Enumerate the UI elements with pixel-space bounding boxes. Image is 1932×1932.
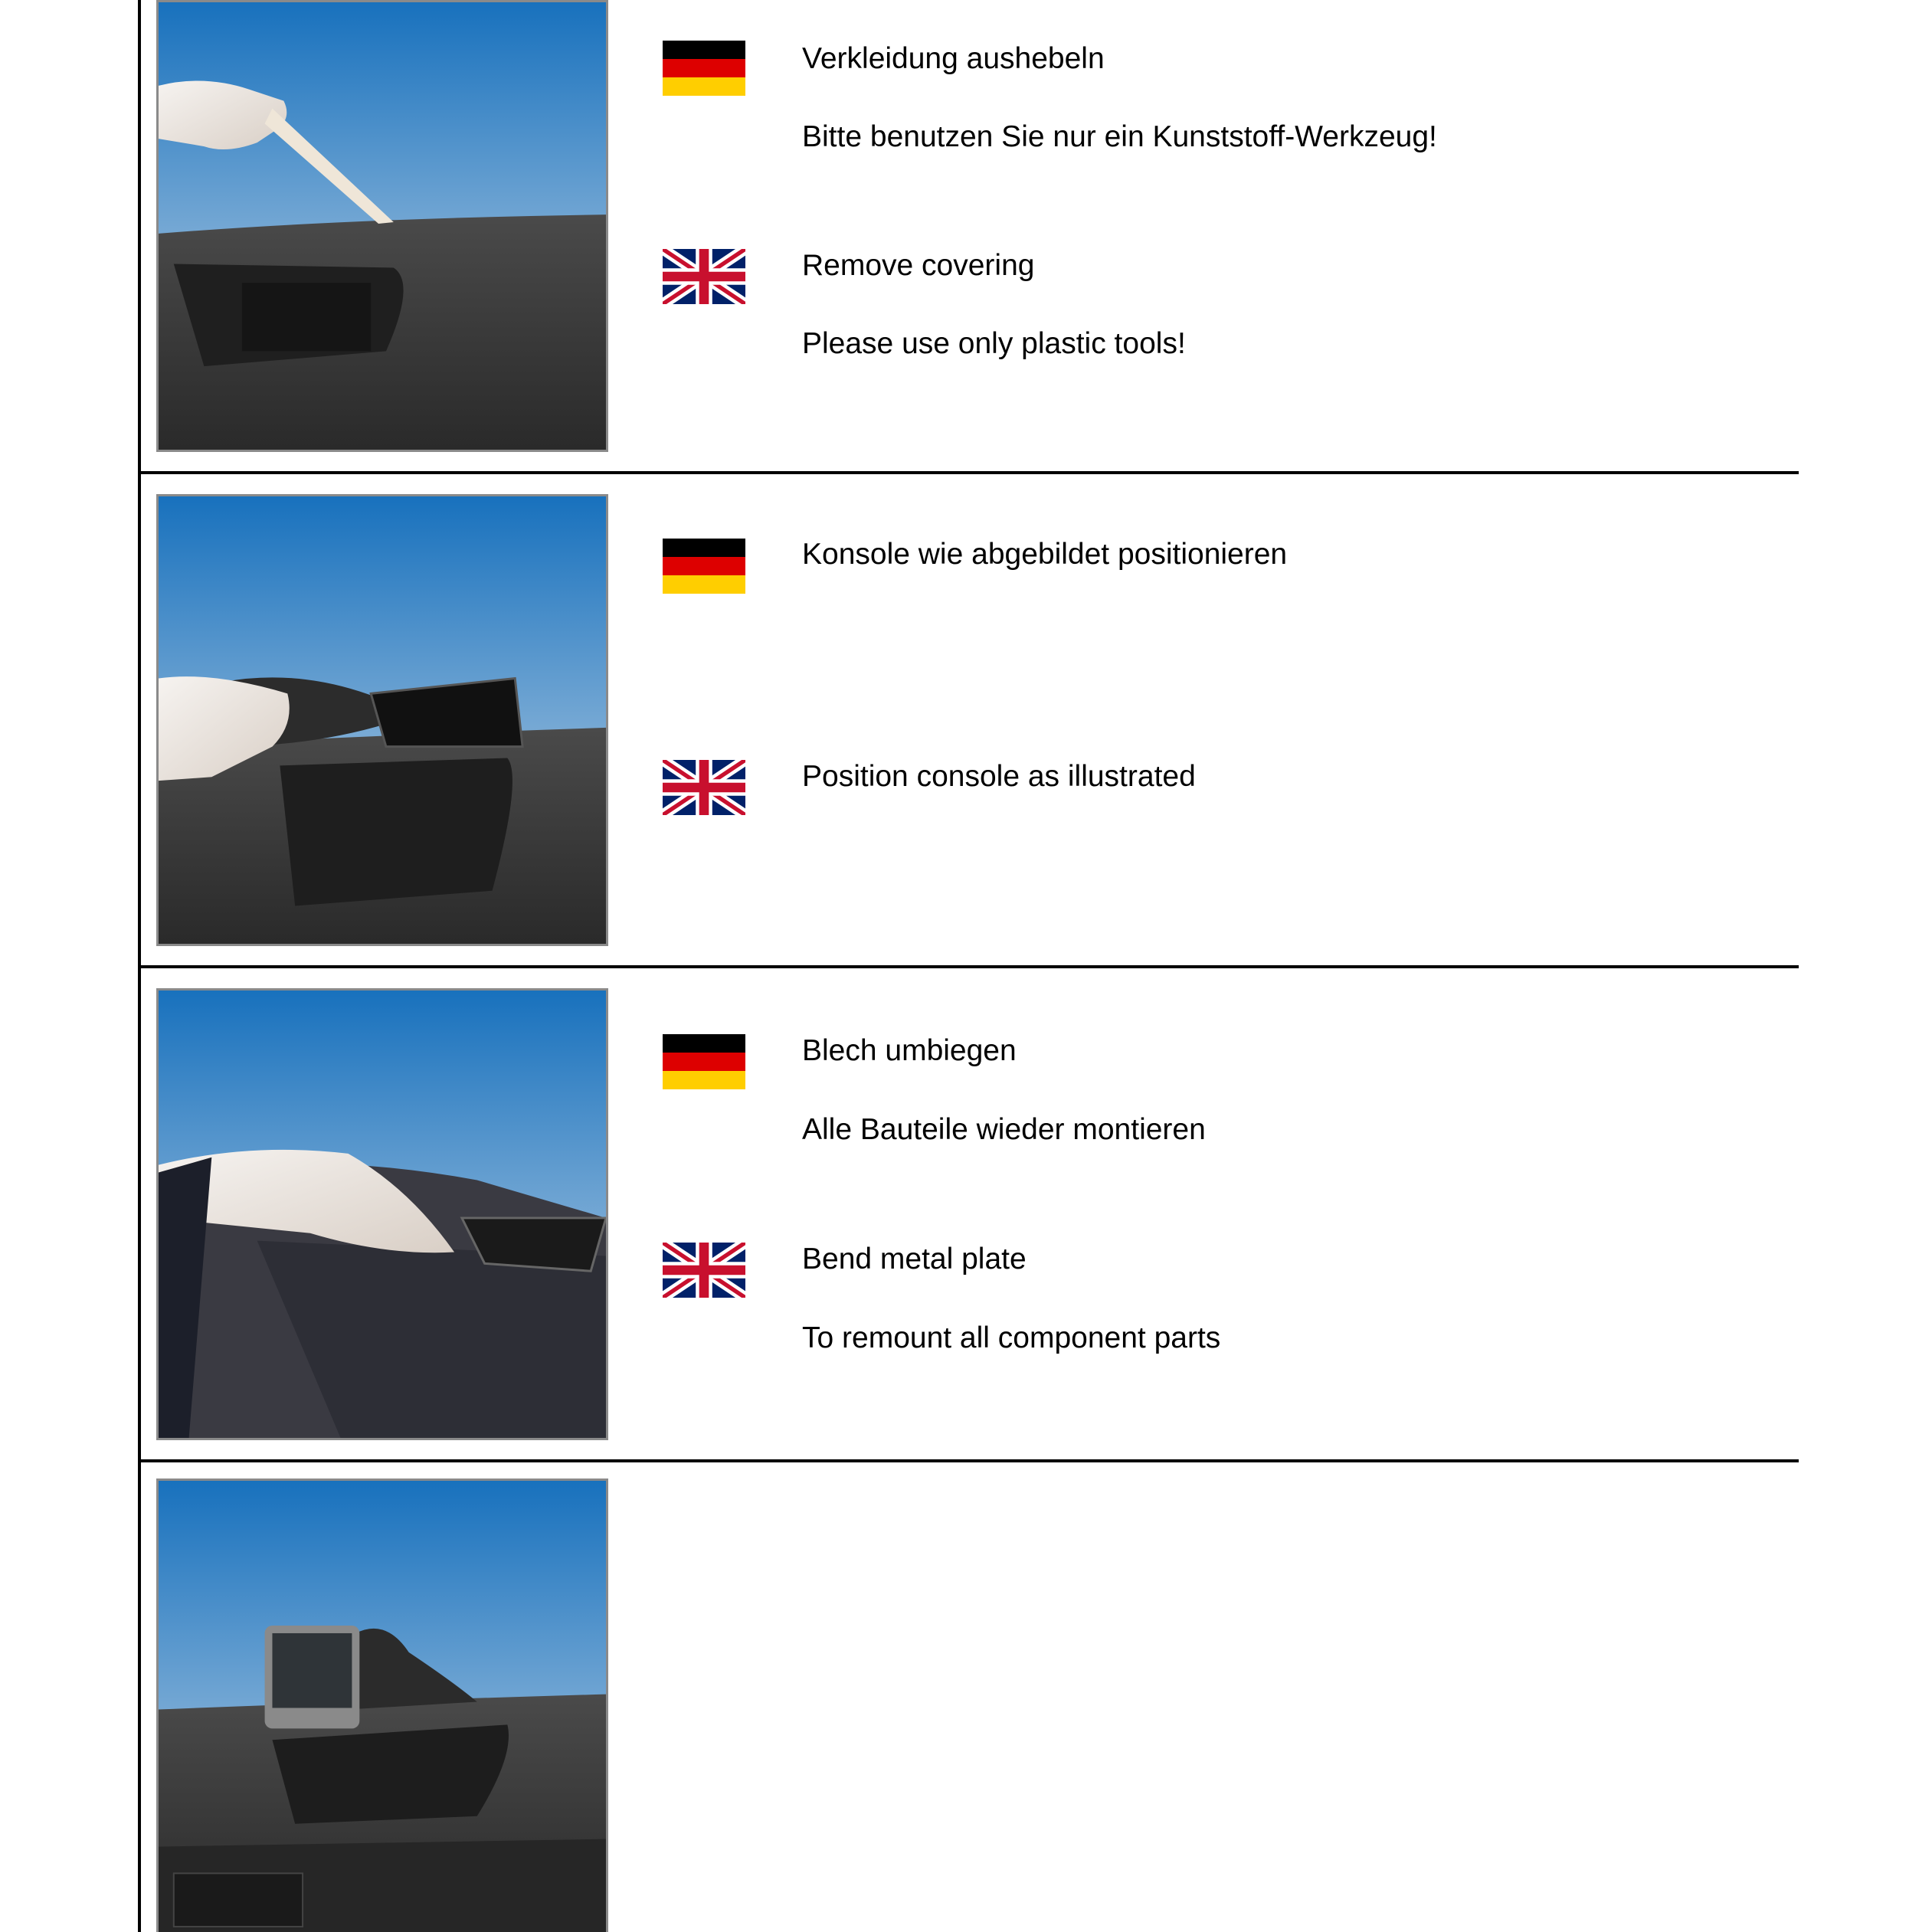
union-jack-icon <box>663 1243 745 1298</box>
step-1-de-title: Verkleidung aushebeln <box>802 42 1105 75</box>
step-3-en-title: Bend metal plate <box>802 1243 1027 1275</box>
step-1-en-note: Please use only plastic tools! <box>802 327 1186 360</box>
step-3-en-note: To remount all component parts <box>802 1321 1221 1354</box>
step-2-photo <box>156 494 608 946</box>
step-4-photo <box>156 1478 608 1932</box>
step-3-de-note: Alle Bauteile wieder montieren <box>802 1113 1206 1146</box>
union-jack-icon <box>663 760 745 815</box>
row-divider <box>138 1459 1799 1462</box>
step-3-photo <box>156 988 608 1440</box>
step-1-de-note: Bitte benutzen Sie nur ein Kunststoff-Werkzeug! <box>802 120 1437 153</box>
germany-flag-icon <box>663 41 745 96</box>
step-2-en-title: Position console as illustrated <box>802 760 1196 793</box>
step-3-de-title: Blech umbiegen <box>802 1034 1017 1067</box>
step-1-en-title: Remove covering <box>802 249 1035 282</box>
row-divider <box>138 471 1799 474</box>
germany-flag-icon <box>663 539 745 594</box>
step-2-de-title: Konsole wie abgebildet positionieren <box>802 538 1288 571</box>
germany-flag-icon <box>663 1034 745 1089</box>
row-divider <box>138 965 1799 968</box>
union-jack-icon <box>663 249 745 304</box>
step-1-photo <box>156 0 608 452</box>
